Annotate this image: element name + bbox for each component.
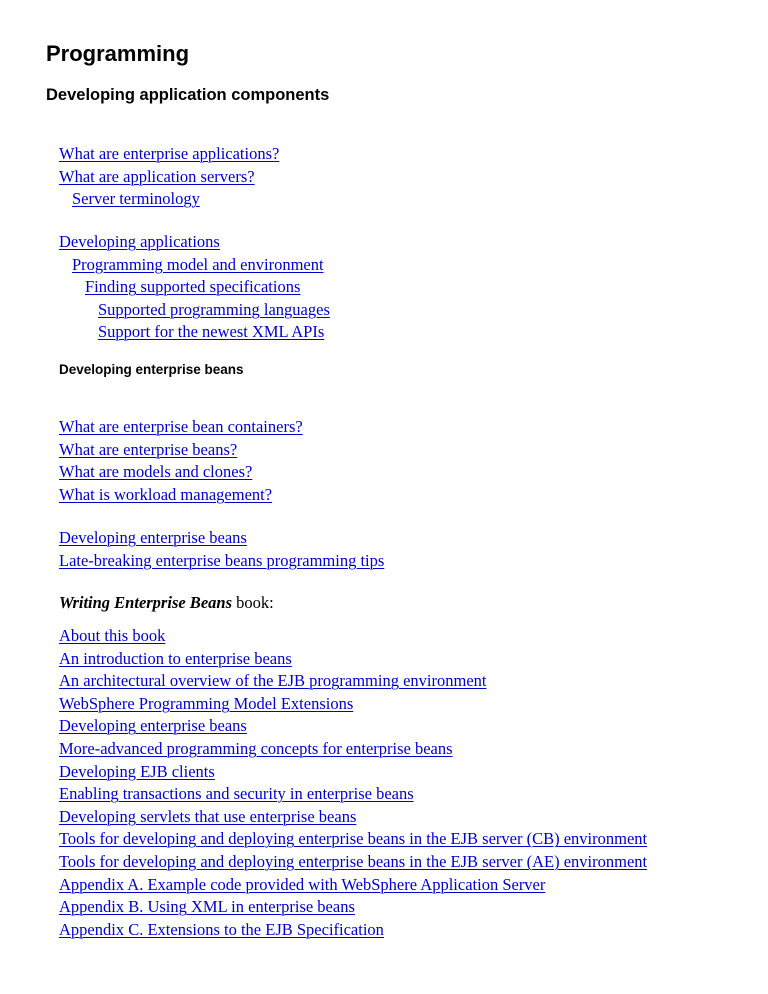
link-group-concepts: [59, 143, 279, 211]
list-item: [59, 851, 647, 874]
list-item: [59, 527, 384, 550]
link-chapter[interactable]: Developing EJB clients: [59, 761, 215, 781]
link-chapter[interactable]: An introduction to enterprise beans: [59, 648, 292, 668]
list-item: [59, 439, 303, 462]
list-item: [59, 188, 279, 211]
list-item: [59, 166, 279, 189]
link-group-ejb-development: [59, 527, 384, 572]
list-item: [59, 874, 647, 897]
link-enterprise-beans[interactable]: What are enterprise beans?: [59, 439, 238, 459]
list-item: [59, 693, 647, 716]
list-item: [59, 896, 647, 919]
link-models-clones[interactable]: What are models and clones?: [59, 462, 253, 482]
link-workload-management[interactable]: What is workload management?: [59, 484, 273, 504]
list-item: [59, 254, 330, 277]
list-item: [59, 321, 330, 344]
list-item: [59, 738, 647, 761]
page-title: Programming: [46, 41, 190, 66]
link-chapter[interactable]: Developing servlets that use enterprise beans: [59, 806, 357, 826]
link-chapter[interactable]: About this book: [59, 626, 166, 645]
link-chapter[interactable]: More-advanced programming concepts for enterprise beans: [59, 738, 453, 758]
list-item: [59, 416, 303, 439]
book-title: Writing Enterprise Beans: [59, 593, 232, 612]
link-bean-containers[interactable]: What are enterprise bean containers?: [59, 417, 303, 436]
list-item: [59, 484, 303, 507]
link-group-ejb-concepts: [59, 416, 303, 506]
book-caption: [59, 592, 274, 614]
link-chapter[interactable]: Tools for developing and deploying enterprise beans in the EJB server (AE) environment: [59, 851, 648, 871]
link-chapter[interactable]: Appendix A. Example code provided with WebSphere Application Server: [59, 874, 546, 894]
list-item: [59, 550, 384, 573]
link-chapter[interactable]: Developing enterprise beans: [59, 716, 247, 736]
link-chapter[interactable]: Appendix C. Extensions to the EJB Specification: [59, 919, 384, 939]
list-item: [59, 761, 647, 784]
list-item: [59, 715, 647, 738]
list-item: [59, 299, 330, 322]
list-item: [59, 783, 647, 806]
list-item: [59, 648, 647, 671]
book-suffix: book:: [231, 593, 274, 612]
list-item: [59, 806, 647, 829]
list-item: [59, 231, 330, 254]
subsection-heading: Developing enterprise beans: [59, 362, 244, 377]
section-heading: Developing application components: [46, 86, 330, 104]
list-item: [59, 625, 647, 648]
link-chapter[interactable]: Enabling transactions and security in enterprise beans: [59, 784, 414, 804]
link-developing-applications[interactable]: Developing applications: [59, 232, 220, 251]
list-item: [59, 276, 330, 299]
link-programming-tips[interactable]: Late-breaking enterprise beans programming tips: [59, 550, 385, 570]
list-item: [59, 828, 647, 851]
link-group-developing-applications: [59, 231, 330, 344]
link-server-terminology[interactable]: Server terminology: [72, 189, 200, 209]
link-programming-model[interactable]: Programming model and environment: [72, 254, 324, 274]
link-xml-apis[interactable]: Support for the newest XML APIs: [98, 322, 325, 342]
list-item: [59, 143, 279, 166]
link-finding-specifications[interactable]: Finding supported specifications: [85, 277, 301, 297]
link-developing-enterprise-beans[interactable]: Developing enterprise beans: [59, 528, 247, 547]
list-item: [59, 670, 647, 693]
link-chapter[interactable]: An architectural overview of the EJB programming environment: [59, 671, 487, 691]
link-enterprise-applications[interactable]: What are enterprise applications?: [59, 144, 280, 163]
link-chapter[interactable]: Tools for developing and deploying enterprise beans in the EJB server (CB) environment: [59, 829, 648, 849]
link-programming-languages[interactable]: Supported programming languages: [98, 299, 330, 319]
link-group-book-chapters: [59, 625, 647, 941]
list-item: [59, 461, 303, 484]
link-chapter[interactable]: WebSphere Programming Model Extensions: [59, 693, 354, 713]
link-chapter[interactable]: Appendix B. Using XML in enterprise beans: [59, 897, 355, 917]
list-item: [59, 919, 647, 942]
link-application-servers[interactable]: What are application servers?: [59, 166, 255, 186]
